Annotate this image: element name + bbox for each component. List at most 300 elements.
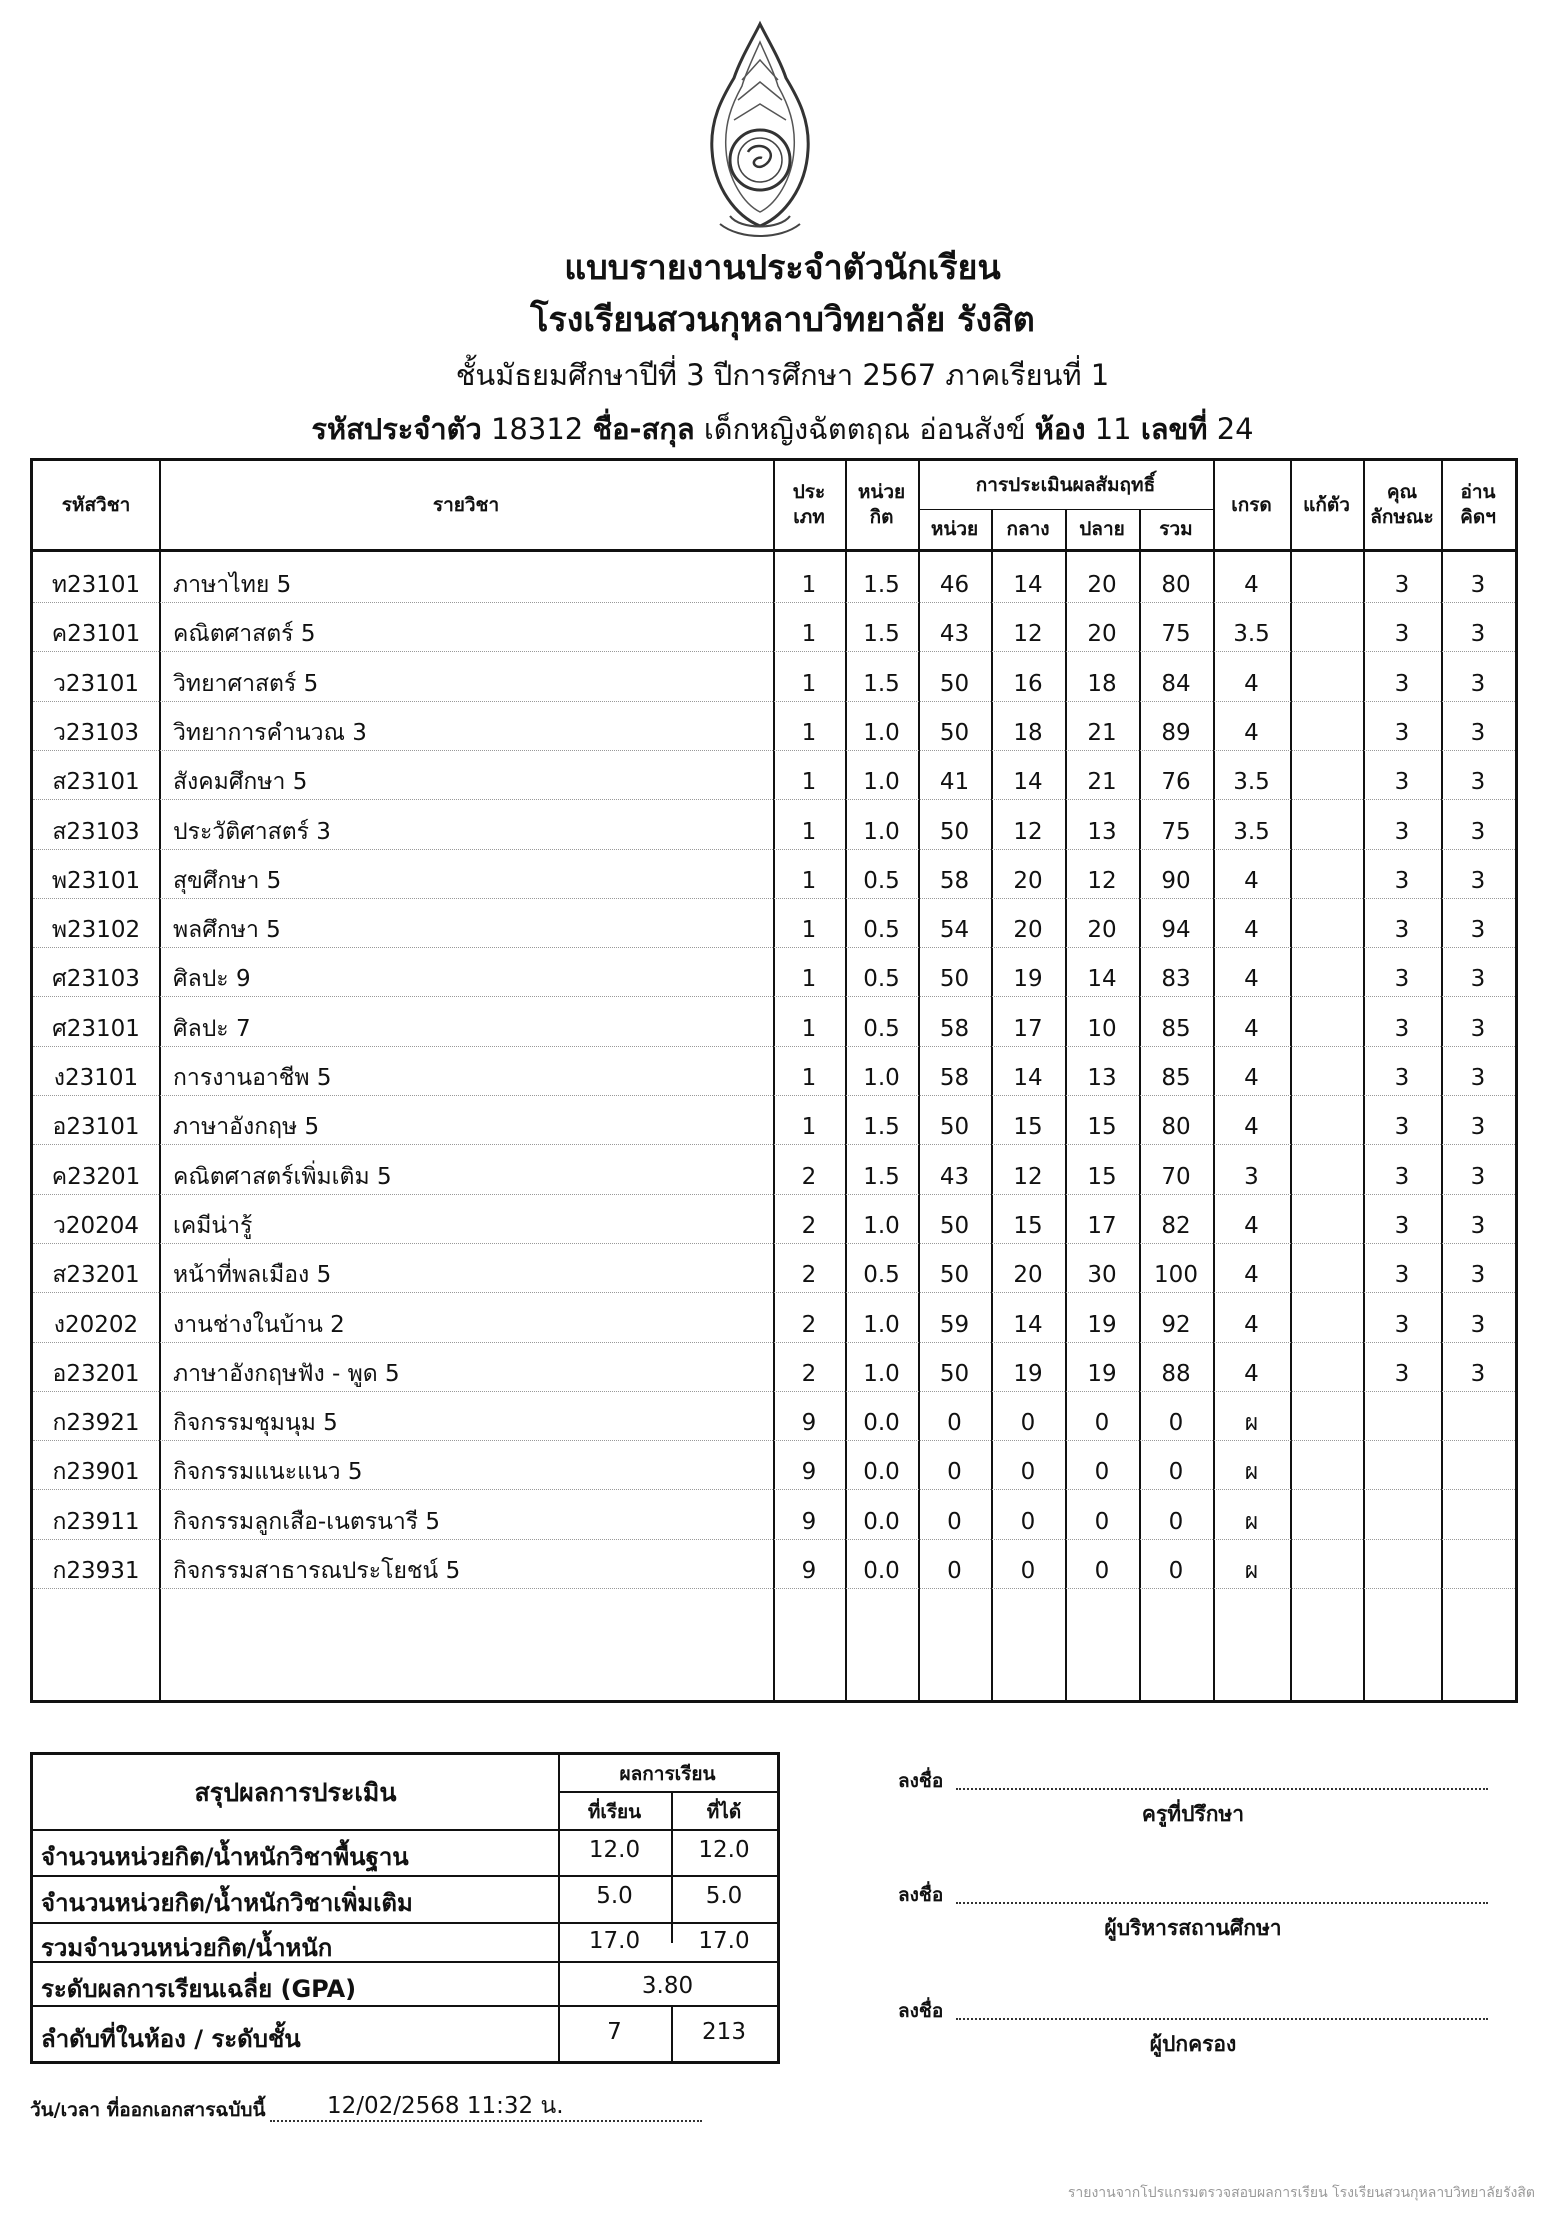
cell-reading: 3 (1470, 1015, 1486, 1042)
summary-additional-earned: 5.0 (705, 1883, 743, 1909)
cell-fix (1290, 660, 1363, 709)
cell-unit: 50 (939, 818, 970, 845)
cell-character: 3 (1394, 966, 1410, 993)
cell-credit: 1.0 (863, 1212, 900, 1239)
cell-character: 3 (1394, 917, 1410, 944)
cell-type: 1 (801, 867, 817, 894)
grid-line (33, 1829, 777, 1831)
cell-subject: เคมีน่ารู้ (173, 1212, 253, 1239)
gpa-label: ระดับผลการเรียนเฉลี่ย (GPA) (41, 1975, 357, 2003)
cell-credit: 1.5 (863, 1114, 900, 1141)
cell-fix (1290, 610, 1363, 659)
cell-total: 89 (1161, 719, 1191, 746)
issued-dotted-line (270, 2120, 702, 2122)
footer-note: รายงานจากโปรแกรมตรวจสอบผลการเรียน โรงเรียนสวนกุหลาบวิทยาลัยรังสิต (1067, 2185, 1535, 2201)
cell-code: ส23101 (52, 769, 140, 796)
cell-grade: 4 (1244, 670, 1259, 697)
cell-credit: 0.5 (863, 917, 900, 944)
col-header-mid: กลาง (1006, 517, 1050, 540)
table-row (33, 561, 1515, 610)
cell-grade: 4 (1244, 1212, 1259, 1239)
cell-type: 1 (801, 966, 817, 993)
cell-total: 80 (1161, 572, 1191, 598)
cell-grade: 4 (1244, 1360, 1259, 1387)
cell-code: อ23101 (52, 1114, 140, 1141)
cell-unit: 0 (947, 1410, 962, 1437)
cell-type: 2 (801, 1311, 817, 1338)
cell-final: 10 (1087, 1015, 1117, 1042)
cell-mid: 20 (1013, 1262, 1043, 1289)
cell-character: 3 (1394, 1065, 1410, 1091)
issued-label: วัน/เวลา ที่ออกเอกสารฉบับนี้ (30, 2099, 266, 2121)
cell-code: ส23103 (52, 818, 140, 845)
cell-credit: 1.0 (863, 1065, 900, 1091)
cell-fix (1290, 1103, 1363, 1152)
cell-subject: หน้าที่พลเมือง 5 (173, 1262, 332, 1289)
cell-character (1363, 1448, 1441, 1497)
cell-reading (1441, 1448, 1515, 1497)
cell-type: 2 (801, 1212, 817, 1239)
cell-fix (1290, 906, 1363, 955)
cell-mid: 15 (1013, 1114, 1043, 1141)
cell-unit: 46 (939, 572, 970, 598)
cell-credit: 1.5 (863, 572, 900, 598)
cell-character: 3 (1394, 1311, 1410, 1338)
cell-type: 9 (801, 1459, 817, 1486)
cell-final: 21 (1087, 719, 1117, 746)
cell-mid: 15 (1013, 1212, 1043, 1239)
cell-type: 1 (801, 719, 817, 746)
cell-credit: 1.0 (863, 769, 900, 796)
cell-unit: 50 (939, 1262, 970, 1289)
cell-character: 3 (1394, 769, 1410, 796)
cell-total: 0 (1168, 1508, 1184, 1535)
summary-total-label: รวมจำนวนหน่วยกิต/น้ำหนัก (41, 1934, 333, 1962)
cell-type: 1 (801, 621, 817, 648)
cell-reading: 3 (1470, 867, 1486, 894)
cell-fix (1290, 709, 1363, 758)
cell-code: ส23201 (52, 1262, 140, 1289)
earned-header: ที่ได้ (706, 1801, 742, 1823)
cell-grade: 4 (1244, 1015, 1259, 1042)
cell-type: 1 (801, 1065, 817, 1091)
room-label: ห้อง (1034, 412, 1086, 446)
cell-final: 18 (1087, 670, 1117, 697)
cell-total: 85 (1161, 1015, 1191, 1042)
cell-character: 3 (1394, 1015, 1410, 1042)
rank-room: 7 (607, 2019, 622, 2045)
table-row (33, 610, 1515, 659)
cell-unit: 58 (939, 1065, 970, 1091)
cell-final: 15 (1087, 1163, 1117, 1190)
cell-mid: 16 (1013, 670, 1043, 697)
signature-line (956, 1788, 1488, 1790)
cell-reading: 3 (1470, 1114, 1486, 1141)
cell-grade: ผ (1244, 1410, 1259, 1437)
document-title: แบบรายงานประจำตัวนักเรียน (564, 248, 1001, 288)
table-row (33, 758, 1515, 807)
cell-mid: 0 (1020, 1558, 1036, 1584)
cell-unit: 54 (939, 917, 970, 944)
cell-subject: กิจกรรมสาธารณประโยชน์ 5 (173, 1558, 461, 1584)
cell-unit: 43 (939, 621, 970, 648)
cell-final: 20 (1087, 621, 1117, 648)
col-header-subject: รายวิชา (432, 493, 500, 516)
cell-final: 19 (1087, 1311, 1117, 1338)
table-row (33, 1005, 1515, 1054)
summary-total-earned: 17.0 (698, 1928, 750, 1954)
table-row (33, 1498, 1515, 1547)
cell-fix (1290, 1399, 1363, 1448)
col-header-credit: หน่วย กิต (857, 481, 906, 528)
cell-fix (1290, 1005, 1363, 1054)
cell-code: ค23101 (51, 621, 141, 648)
cell-mid: 0 (1020, 1508, 1036, 1535)
table-row (33, 709, 1515, 758)
cell-fix (1290, 955, 1363, 1004)
summary-basic-studied: 12.0 (588, 1837, 641, 1863)
room-value: 11 (1094, 412, 1132, 446)
cell-code: ก23931 (52, 1558, 140, 1584)
cell-unit: 50 (939, 670, 970, 697)
cell-character: 3 (1394, 719, 1410, 746)
cell-subject: คณิตศาสตร์ 5 (173, 621, 316, 648)
cell-credit: 1.0 (863, 719, 900, 746)
cell-final: 17 (1087, 1212, 1117, 1239)
cell-reading: 3 (1470, 670, 1486, 697)
cell-grade: 4 (1244, 867, 1259, 894)
summary-total-studied: 17.0 (588, 1928, 641, 1954)
cell-type: 9 (801, 1508, 817, 1535)
number-label: เลขที่ (1140, 412, 1208, 446)
cell-fix (1290, 1547, 1363, 1596)
col-header-reading: อ่าน คิดฯ (1460, 481, 1496, 528)
summary-title: สรุปผลการประเมิน (194, 1778, 397, 1807)
cell-subject: กิจกรรมแนะแนว 5 (173, 1459, 363, 1486)
cell-character: 3 (1394, 572, 1410, 598)
cell-character: 3 (1394, 621, 1410, 648)
cell-type: 1 (801, 572, 817, 598)
table-row (33, 1399, 1515, 1448)
cell-final: 14 (1087, 966, 1117, 993)
cell-mid: 12 (1013, 621, 1043, 648)
cell-total: 0 (1168, 1410, 1184, 1437)
cell-code: ว23103 (52, 719, 140, 746)
cell-type: 9 (801, 1558, 817, 1584)
signature-line (956, 1902, 1488, 1904)
table-row (33, 1103, 1515, 1152)
cell-mid: 14 (1013, 572, 1043, 598)
cell-fix (1290, 1251, 1363, 1300)
cell-character: 3 (1394, 1114, 1410, 1141)
cell-total: 94 (1161, 917, 1191, 944)
cell-grade: 4 (1244, 1311, 1259, 1338)
rank-label: ลำดับที่ในห้อง / ระดับชั้น (41, 2025, 301, 2053)
cell-grade: 3.5 (1233, 769, 1270, 796)
cell-reading: 3 (1470, 1360, 1486, 1387)
table-row (33, 1054, 1515, 1103)
cell-mid: 0 (1020, 1459, 1036, 1486)
cell-total: 100 (1154, 1262, 1198, 1289)
cell-total: 75 (1161, 818, 1191, 845)
col-header-assessment: การประเมินผลสัมฤทธิ์ (975, 473, 1156, 496)
cell-credit: 1.0 (863, 1311, 900, 1338)
table-row (33, 1547, 1515, 1596)
cell-total: 76 (1161, 769, 1191, 796)
cell-code: ก23901 (52, 1459, 140, 1486)
cell-subject: งานช่างในบ้าน 2 (173, 1311, 345, 1338)
cell-total: 85 (1161, 1065, 1191, 1091)
table-row (33, 808, 1515, 857)
cell-subject: วิทยาการคำนวณ 3 (173, 719, 367, 746)
cell-type: 2 (801, 1262, 817, 1289)
cell-final: 21 (1087, 769, 1117, 796)
col-header-character: คุณ ลักษณะ (1370, 481, 1434, 528)
cell-total: 92 (1161, 1311, 1191, 1338)
cell-unit: 58 (939, 1015, 970, 1042)
cell-character: 3 (1394, 670, 1410, 697)
summary-additional-studied: 5.0 (596, 1883, 633, 1909)
gpa-value: 3.80 (641, 1973, 694, 1999)
studied-header: ที่เรียน (587, 1801, 642, 1823)
cell-code: ว23101 (52, 670, 140, 697)
cell-final: 13 (1087, 818, 1117, 845)
cell-fix (1290, 857, 1363, 906)
cell-reading (1441, 1547, 1515, 1596)
cell-subject: การงานอาชีพ 5 (173, 1065, 332, 1091)
cell-unit: 50 (939, 1360, 970, 1387)
cell-type: 9 (801, 1410, 817, 1437)
advisor-role: ครูที่ปรึกษา (1141, 1802, 1245, 1826)
col-header-fix: แก้ตัว (1303, 493, 1350, 516)
table-row (33, 955, 1515, 1004)
cell-mid: 12 (1013, 818, 1043, 845)
cell-unit: 0 (947, 1508, 962, 1535)
cell-reading: 3 (1470, 966, 1486, 993)
cell-reading (1441, 1498, 1515, 1547)
cell-fix (1290, 1350, 1363, 1399)
cell-code: พ23102 (51, 917, 141, 944)
cell-fix (1290, 808, 1363, 857)
cell-credit: 0.5 (863, 966, 900, 993)
cell-character: 3 (1394, 818, 1410, 845)
table-row (33, 1251, 1515, 1300)
signature-advisor (898, 1766, 1488, 1826)
table-row (33, 1202, 1515, 1251)
cell-grade: 4 (1244, 1114, 1259, 1141)
cell-total: 0 (1168, 1558, 1184, 1584)
cell-grade: ผ (1244, 1558, 1259, 1584)
cell-credit: 1.0 (863, 1360, 900, 1387)
cell-code: ศ23103 (52, 966, 140, 993)
cell-code: ง20202 (53, 1311, 139, 1338)
cell-type: 1 (801, 1015, 817, 1042)
cell-unit: 50 (939, 1114, 970, 1141)
col-header-final: ปลาย (1079, 517, 1125, 540)
cell-credit: 0.0 (863, 1558, 900, 1584)
cell-subject: สังคมศึกษา 5 (173, 769, 308, 796)
cell-credit: 1.0 (863, 818, 900, 845)
school-emblem (700, 20, 820, 245)
cell-reading (1441, 1399, 1515, 1448)
cell-credit: 1.5 (863, 670, 900, 697)
cell-final: 12 (1087, 867, 1117, 894)
cell-grade: 4 (1244, 1065, 1259, 1091)
cell-unit: 50 (939, 719, 970, 746)
cell-code: ก23911 (52, 1508, 140, 1535)
table-row (33, 857, 1515, 906)
cell-unit: 0 (947, 1558, 962, 1584)
col-header-type: ประ เภท (792, 481, 826, 528)
cell-credit: 1.5 (863, 1163, 900, 1190)
signature-line (956, 2018, 1488, 2020)
cell-type: 1 (801, 670, 817, 697)
cell-final: 0 (1094, 1459, 1110, 1486)
cell-subject: ประวัติศาสตร์ 3 (173, 818, 331, 845)
cell-credit: 0.0 (863, 1410, 900, 1437)
cell-character: 3 (1394, 867, 1410, 894)
cell-type: 1 (801, 818, 817, 845)
col-header-unit: หน่วย (930, 517, 979, 540)
cell-unit: 50 (939, 966, 970, 993)
cell-fix (1290, 1448, 1363, 1497)
parent-role: ผู้ปกครอง (1149, 2032, 1237, 2056)
cell-reading: 3 (1470, 1065, 1486, 1091)
cell-unit: 0 (947, 1459, 962, 1486)
cell-final: 13 (1087, 1065, 1117, 1091)
cell-mid: 20 (1013, 917, 1043, 944)
cell-final: 30 (1087, 1262, 1117, 1289)
student-id: 18312 (490, 412, 584, 446)
cell-credit: 0.0 (863, 1508, 900, 1535)
cell-unit: 59 (939, 1311, 970, 1338)
cell-reading: 3 (1470, 917, 1486, 944)
summary-table (30, 1752, 780, 2064)
cell-grade: 4 (1244, 572, 1259, 598)
student-name-label: ชื่อ-สกุล (592, 412, 695, 446)
signature-director (898, 1880, 1488, 1940)
cell-type: 1 (801, 1114, 817, 1141)
signature-lead: ลงชื่อ (898, 1884, 944, 1906)
grid-line (558, 1791, 777, 1793)
school-name: โรงเรียนสวนกุหลาบวิทยาลัย รังสิต (530, 300, 1035, 340)
table-row (33, 1350, 1515, 1399)
cell-mid: 17 (1013, 1015, 1043, 1042)
cell-subject: คณิตศาสตร์เพิ่มเติม 5 (173, 1163, 392, 1190)
cell-grade: ผ (1244, 1459, 1259, 1486)
cell-subject: ภาษาอังกฤษฟัง - พูด 5 (173, 1360, 400, 1387)
signature-lead: ลงชื่อ (898, 2000, 944, 2022)
cell-type: 2 (801, 1163, 817, 1190)
cell-subject: ภาษาไทย 5 (173, 572, 292, 598)
cell-character: 3 (1394, 1163, 1410, 1190)
cell-final: 0 (1094, 1410, 1110, 1437)
student-line (0, 406, 1565, 452)
cell-final: 20 (1087, 572, 1117, 598)
cell-code: ท23101 (51, 572, 141, 598)
cell-code: ว20204 (52, 1212, 140, 1239)
cell-code: ศ23101 (52, 1015, 140, 1042)
cell-mid: 14 (1013, 769, 1043, 796)
cell-grade: ผ (1244, 1508, 1259, 1535)
cell-total: 90 (1161, 867, 1191, 894)
cell-character: 3 (1394, 1262, 1410, 1289)
cell-code: ง23101 (53, 1065, 139, 1091)
cell-final: 0 (1094, 1508, 1110, 1535)
table-row (33, 906, 1515, 955)
cell-grade: 3.5 (1233, 818, 1270, 845)
cell-character (1363, 1498, 1441, 1547)
rank-level: 213 (702, 2019, 746, 2045)
summary-basic-earned: 12.0 (698, 1837, 750, 1863)
cell-subject: ศิลปะ 9 (173, 966, 251, 993)
cell-character (1363, 1399, 1441, 1448)
cell-reading: 3 (1470, 818, 1486, 845)
cell-fix (1290, 1054, 1363, 1103)
header-divider (33, 549, 1515, 552)
cell-subject: กิจกรรมชุมนุม 5 (173, 1410, 338, 1437)
cell-mid: 18 (1013, 719, 1043, 746)
cell-fix (1290, 1153, 1363, 1202)
student-name: เด็กหญิงฉัตตฤณ อ่อนสังข์ (703, 412, 1026, 446)
cell-total: 82 (1161, 1212, 1191, 1239)
number-value: 24 (1216, 412, 1254, 446)
grades-table (30, 458, 1518, 1703)
cell-unit: 43 (939, 1163, 970, 1190)
cell-grade: 4 (1244, 719, 1259, 746)
table-row (33, 660, 1515, 709)
level-line: ชั้นมัธยมศึกษาปีที่ 3 ปีการศึกษา 2567 ภาคเรียนที่ 1 (455, 358, 1110, 392)
cell-reading: 3 (1470, 1311, 1486, 1338)
cell-subject: ศิลปะ 7 (173, 1015, 251, 1042)
cell-mid: 0 (1020, 1410, 1036, 1437)
cell-reading: 3 (1470, 769, 1486, 796)
cell-type: 1 (801, 769, 817, 796)
summary-basic-label: จำนวนหน่วยกิต/น้ำหนักวิชาพื้นฐาน (41, 1843, 409, 1871)
cell-mid: 20 (1013, 867, 1043, 894)
cell-total: 88 (1161, 1360, 1191, 1387)
cell-reading: 3 (1470, 1163, 1486, 1190)
cell-final: 20 (1087, 917, 1117, 944)
cell-type: 2 (801, 1360, 817, 1387)
cell-credit: 1.5 (863, 621, 900, 648)
table-row (33, 1153, 1515, 1202)
cell-code: ค23201 (51, 1163, 141, 1190)
summary-additional-label: จำนวนหน่วยกิต/น้ำหนักวิชาเพิ่มเติม (41, 1889, 413, 1917)
cell-final: 0 (1094, 1558, 1110, 1584)
cell-grade: 4 (1244, 966, 1259, 993)
table-row (33, 1448, 1515, 1497)
cell-code: ก23921 (52, 1410, 140, 1437)
cell-subject: พลศึกษา 5 (173, 917, 281, 944)
cell-grade: 3.5 (1233, 621, 1270, 648)
cell-total: 80 (1161, 1114, 1191, 1141)
col-header-code: รหัสวิชา (61, 493, 131, 516)
cell-credit: 0.5 (863, 867, 900, 894)
grid-line (33, 1922, 777, 1924)
cell-mid: 12 (1013, 1163, 1043, 1190)
cell-mid: 19 (1013, 1360, 1043, 1387)
issued-value: 12/02/2568 11:32 น. (327, 2093, 564, 2119)
cell-grade: 3 (1244, 1163, 1259, 1190)
cell-grade: 4 (1244, 1262, 1259, 1289)
cell-code: พ23101 (51, 867, 141, 894)
signature-lead: ลงชื่อ (898, 1770, 944, 1792)
cell-reading: 3 (1470, 1262, 1486, 1289)
cell-subject: กิจกรรมลูกเสือ-เนตรนารี 5 (173, 1508, 441, 1535)
cell-credit: 0.5 (863, 1015, 900, 1042)
cell-reading: 3 (1470, 1212, 1486, 1239)
